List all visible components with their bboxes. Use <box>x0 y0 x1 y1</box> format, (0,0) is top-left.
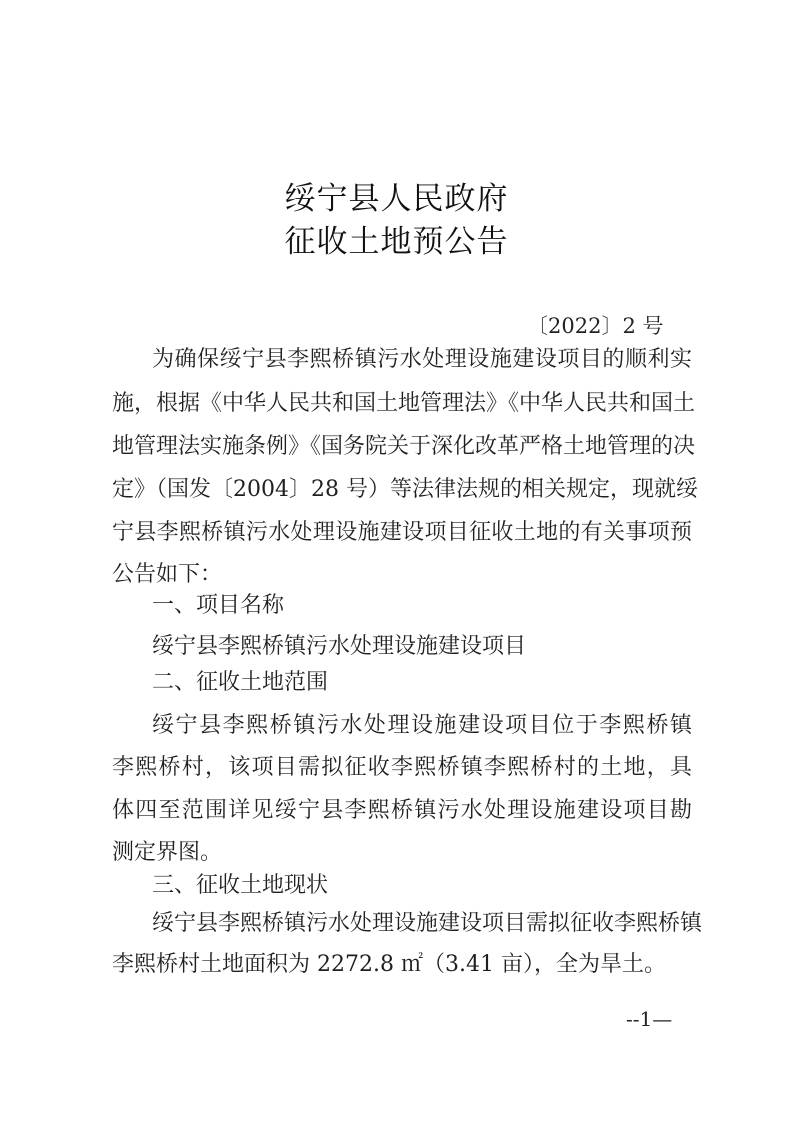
intro-line: 施，根据《中华人民共和国土地管理法》《中华人民共和国土 <box>112 391 696 416</box>
intro-line: 为确保绥宁县李熙桥镇污水处理设施建设项目的顺利实 <box>152 347 692 372</box>
intro-line: 宁县李熙桥镇污水处理设施建设项目征收土地的有关事项预 <box>112 520 692 545</box>
section-text-line: 绥宁县李熙桥镇污水处理设施建设项目 <box>152 634 527 659</box>
section-text-line: 体四至范围详见绥宁县李熙桥镇污水处理设施建设项目勘 <box>112 798 692 823</box>
intro-line: 地管理法实施条例》《国务院关于深化改革严格土地管理的决 <box>112 434 696 459</box>
section-text-line: 李熙桥村，该项目需拟征收李熙桥镇李熙桥村的土地，具 <box>112 755 692 780</box>
intro-line: 公告如下： <box>112 562 223 587</box>
section-text-line: 绥宁县李熙桥镇污水处理设施建设项目需拟征收李熙桥镇 <box>152 911 703 936</box>
section-heading: 三、征收土地现状 <box>152 873 329 898</box>
page-number: --1— <box>626 1007 673 1031</box>
section-text-line: 测定界图。 <box>112 840 223 865</box>
section-heading: 二、征收土地范围 <box>152 670 329 695</box>
title-line-2: 征收土地预公告 <box>284 224 509 260</box>
section-text-line: 绥宁县李熙桥镇污水处理设施建设项目位于李熙桥镇 <box>152 713 692 738</box>
section-text-line: 李熙桥村土地面积为 2272.8 ㎡（3.41 亩），全为旱土。 <box>112 952 666 977</box>
document-number: 〔2022〕2 号 <box>527 314 664 338</box>
intro-line: 定》（国发〔2004〕28 号）等法律法规的相关规定，现就绥 <box>112 477 698 502</box>
section-heading: 一、项目名称 <box>152 593 285 618</box>
title-line-1: 绥宁县人民政府 <box>284 181 509 217</box>
